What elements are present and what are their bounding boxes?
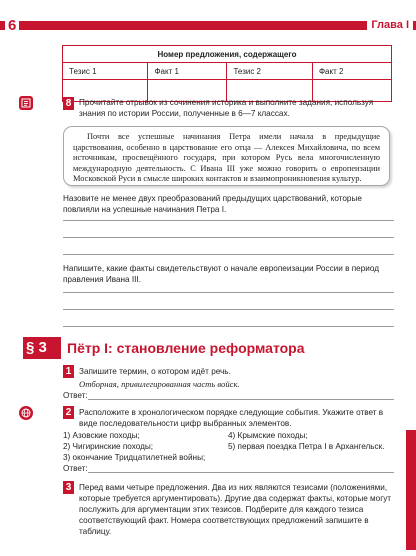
section-title: Пётр I: становление реформатора [67, 340, 305, 356]
event-item: 1) Азовские походы; [63, 431, 140, 440]
table-col-fact-1: Факт 1 [148, 63, 227, 80]
margin-tab [406, 430, 416, 550]
task-1-number: 1 [63, 365, 74, 378]
answer-line[interactable] [63, 254, 394, 255]
thesis-fact-table [62, 45, 392, 102]
document-task-icon [19, 96, 33, 110]
task-3-number: 3 [63, 481, 74, 494]
event-item: 4) Крымские походы; [228, 431, 308, 440]
page-header [0, 0, 416, 50]
event-item: 2) Чигиринские походы; [63, 442, 154, 451]
answer-line[interactable] [63, 220, 394, 221]
answer-line[interactable] [88, 472, 394, 473]
task-3-instruction: Перед вами четыре предложения. Два из них являются тезисами (положениями, которые требуется аргументировать). Другие два содержат факты, которые могут послужить для аргументации этих тезисов. Подберите для каждого тезиса соответствующий факт. Номера соответствующих предложений запишите в таблицу. [79, 483, 392, 536]
table-col-thesis-2: Тезис 2 [227, 63, 312, 80]
task-8-instruction: Прочитайте отрывок из сочинения историка и выполните задания, используя знания по истории России, полученные в 6—7 классах. [79, 98, 374, 118]
table-col-thesis-1: Тезис 1 [63, 63, 148, 80]
task-1-definition: Отборная, привилегированная часть войск. [79, 379, 240, 389]
task-2-number: 2 [63, 406, 74, 419]
answer-line[interactable] [63, 292, 394, 293]
answer-line[interactable] [88, 399, 394, 400]
section-badge: § 3 [23, 337, 61, 359]
task-8-number: 8 [63, 97, 74, 110]
task-1-instruction: Запишите термин, о котором идёт речь. [79, 367, 231, 376]
task-2-answer-label: Ответ: [63, 464, 88, 473]
chapter-label: Глава I [367, 17, 413, 34]
table-col-fact-2: Факт 2 [312, 63, 391, 80]
task-8-question-1: Назовите не менее двух преобразований предыдущих царствований, которые повлияли на успешные начинания Петра I. [63, 194, 362, 214]
task-1-answer-label: Ответ: [63, 391, 88, 400]
answer-line[interactable] [63, 237, 394, 238]
header-rule [0, 21, 416, 30]
event-item: 3) окончание Тридцатилетней войны; [63, 453, 206, 462]
task-8-question-2: Напишите, какие факты свидетельствуют о начале европеизации России в период правления Ивана III. [63, 264, 379, 284]
answer-line[interactable] [63, 309, 394, 310]
event-item: 5) первая поездка Петра I в Архангельск. [228, 442, 385, 451]
page-number: 6 [5, 17, 19, 34]
task-2-instruction: Расположите в хронологическом порядке следующие события. Укажите ответ в виде последовательности цифр выбранных элементов. [79, 408, 384, 428]
answer-line[interactable] [63, 326, 394, 327]
historian-quote: Почти все успешные начинания Петра имели начала в предыдущие царствования, особенно в царствование его отца — Алексея Михайловича, по всем источникам, просвещённого государя, при котором Русь вела многочисленную международную деятельность. С Ивана III уже можно говорить о европеизации Московской Руси в смысле широких контактов и взаимопроникновения культур. [63, 126, 390, 186]
table-title: Номер предложения, содержащего [63, 46, 392, 63]
globe-icon [19, 406, 33, 420]
